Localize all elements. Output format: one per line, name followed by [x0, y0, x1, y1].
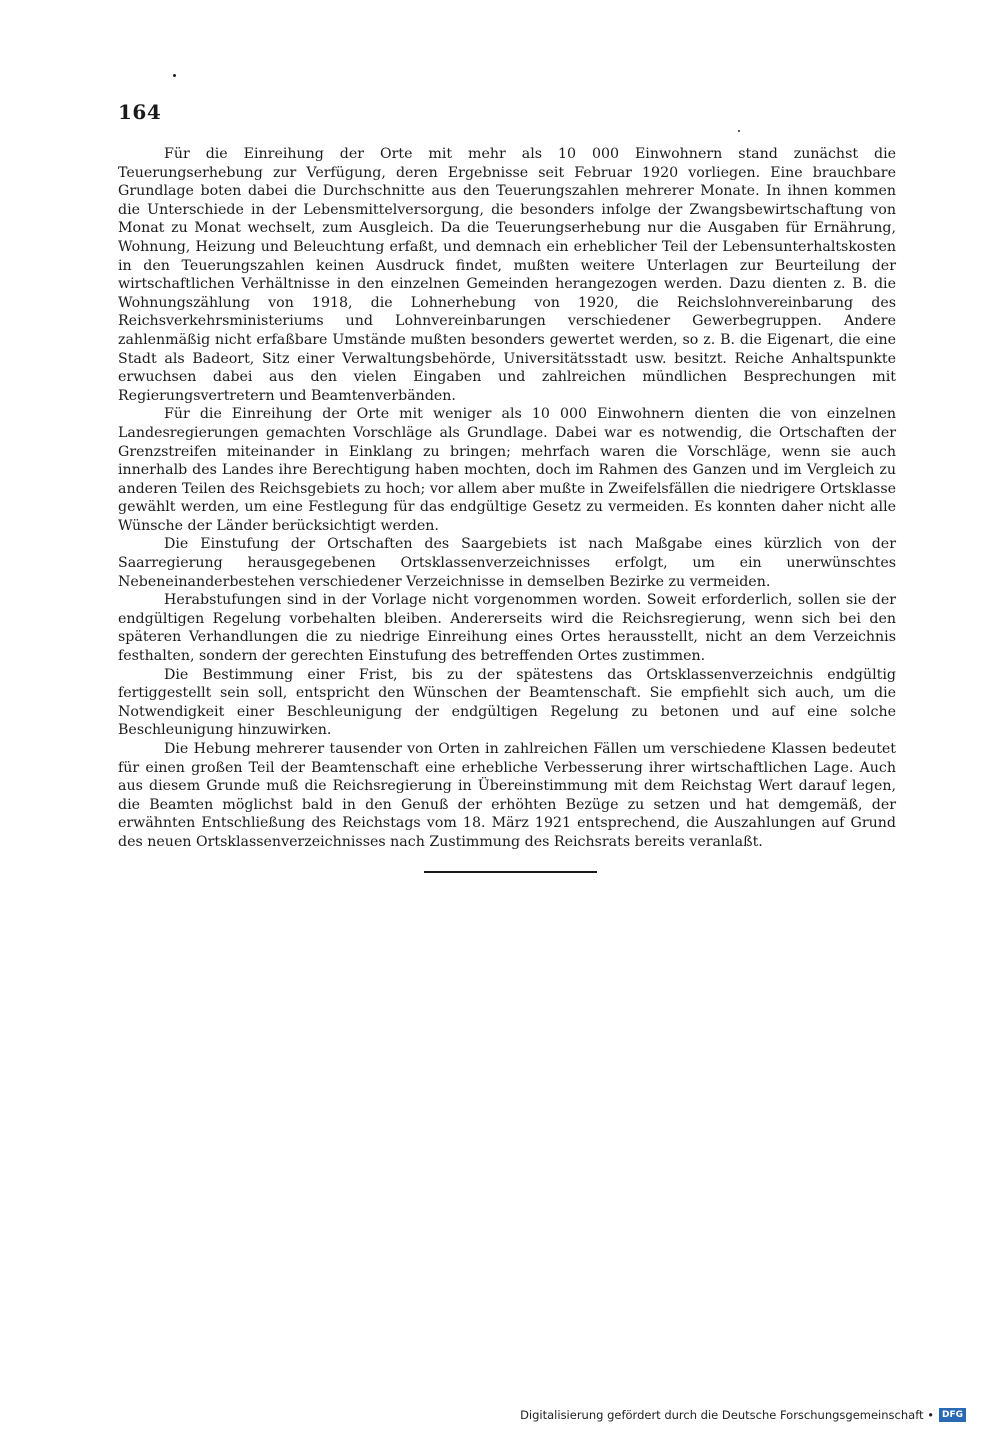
dfg-logo: DFG — [939, 1408, 966, 1422]
scan-speck — [738, 130, 740, 132]
paragraph: Die Hebung mehrerer tausender von Orten in zahlreichen Fällen um verschiedene Klassen bedeutet für einen großen Teil der Beamtenschaft eine erhebliche Verbesserung ihrer wirtschaftlichen Lage. Auch aus diesem Grunde muß die Reichsregierung in Übereinstimmung mit dem Reichstag Wert darauf legen, die Beamten möglichst bald in den Genuß der erhöhten Bezüge zu setzen und hat demgemäß, der erwähnten Entschließung des Reichstags vom 18. März 1921 entsprechend, die Auszahlungen auf Grund des neuen Ortsklassenverzeichnisses nach Zustimmung des Reichsrats bereits veranlaßt. — [118, 741, 896, 850]
section-divider — [424, 871, 597, 873]
paragraph: Die Einstufung der Ortschaften des Saargebiets ist nach Maßgabe eines kürzlich von der Saarregierung herausgegebenen Ortsklassenverzeichnisses erfolgt, um ein unerwünschtes Nebeneinanderbestehen verschiedener Verzeichnisse in demselben Bezirke zu vermeiden. — [118, 536, 896, 590]
paragraph: Herabstufungen sind in der Vorlage nicht vorgenommen worden. Soweit erforderlich, sollen sie der endgültigen Regelung vorbehalten bleiben. Andererseits wird die Reichsregierung, wenn sich bei den späteren Verhandlungen die zu niedrige Einreihung eines Ortes herausstellt, nicht an dem Verzeichnis festhalten, sondern der gerechten Einstufung des betreffenden Ortes zustimmen. — [118, 592, 896, 665]
body-text — [118, 145, 896, 852]
credit-text: Digitalisierung gefördert durch die Deutsche Forschungsgemeinschaft • — [520, 1408, 934, 1422]
page-number: 164 — [118, 100, 162, 124]
digitization-credit — [520, 1408, 966, 1422]
paragraph: Die Bestimmung einer Frist, bis zu der spätestens das Ortsklassenverzeichnis endgültig fertiggestellt sein soll, entspricht den Wünschen der Beamtenschaft. Sie empfiehlt sich auch, um die Notwendigkeit einer Beschleunigung der endgültigen Regelung zu betonen und auf eine solche Beschleunigung hinzuwirken. — [118, 666, 896, 739]
paragraph: Für die Einreihung der Orte mit mehr als 10 000 Einwohnern stand zunächst die Teuerungserhebung zur Verfügung, deren Ergebnisse seit Februar 1920 vorliegen. Eine brauchbare Grundlage boten dabei die Durchschnitte aus den Teuerungszahlen mehrerer Monate. In ihnen kommen die Unterschiede in der Lebensmittelversorgung, die besonders infolge der Zwangsbewirtschaftung von Monat zu Monat wechselt, zum Ausgleich. Da die Teuerungserhebung nur die Ausgaben für Ernährung, Wohnung, Heizung und Beleuchtung erfaßt, und demnach ein erheblicher Teil der Lebensunterhaltskosten in den Teuerungszahlen keinen Ausdruck findet, mußten weitere Unterlagen zur Beurteilung der wirtschaftlichen Verhältnisse in den einzelnen Gemeinden herangezogen werden. Dazu dienten z. B. die Wohnungszählung von 1918, die Lohnerhebung von 1920, die Reichslohnvereinbarung des Reichsverkehrsministeriums und Lohnvereinbarungen verschiedener Gewerbegruppen. Andere zahlenmäßig nicht erfaßbare Umstände mußten besonders gewertet werden, so z. B. die Eigenart, die eine Stadt als Badeort, Sitz einer Verwaltungsbehörde, Universitätsstadt usw. besitzt. Reiche Anhaltspunkte erwuchsen dabei aus den vielen Eingaben und zahlreichen mündlichen Besprechungen mit Regierungsvertretern und Beamtenverbänden. — [118, 146, 896, 404]
paragraph: Für die Einreihung der Orte mit weniger als 10 000 Einwohnern dienten die von einzelnen Landesregierungen gemachten Vorschläge als Grundlage. Dabei war es notwendig, die Ortschaften der Grenzstreifen miteinander in Einklang zu bringen; mehrfach waren die Vorschläge, wenn sie auch innerhalb des Landes ihre Berechtigung haben mochten, doch im Rahmen des Ganzen und im Vergleich zu anderen Teilen des Reichsgebiets zu hoch; vor allem aber mußte in Zweifelsfällen die niedrigere Ortsklasse gewählt werden, um eine Festlegung für das endgültige Gesetz zu vermeiden. Es konnten daher nicht alle Wünsche der Länder berücksichtigt werden. — [118, 406, 896, 534]
scan-speck — [173, 74, 176, 77]
